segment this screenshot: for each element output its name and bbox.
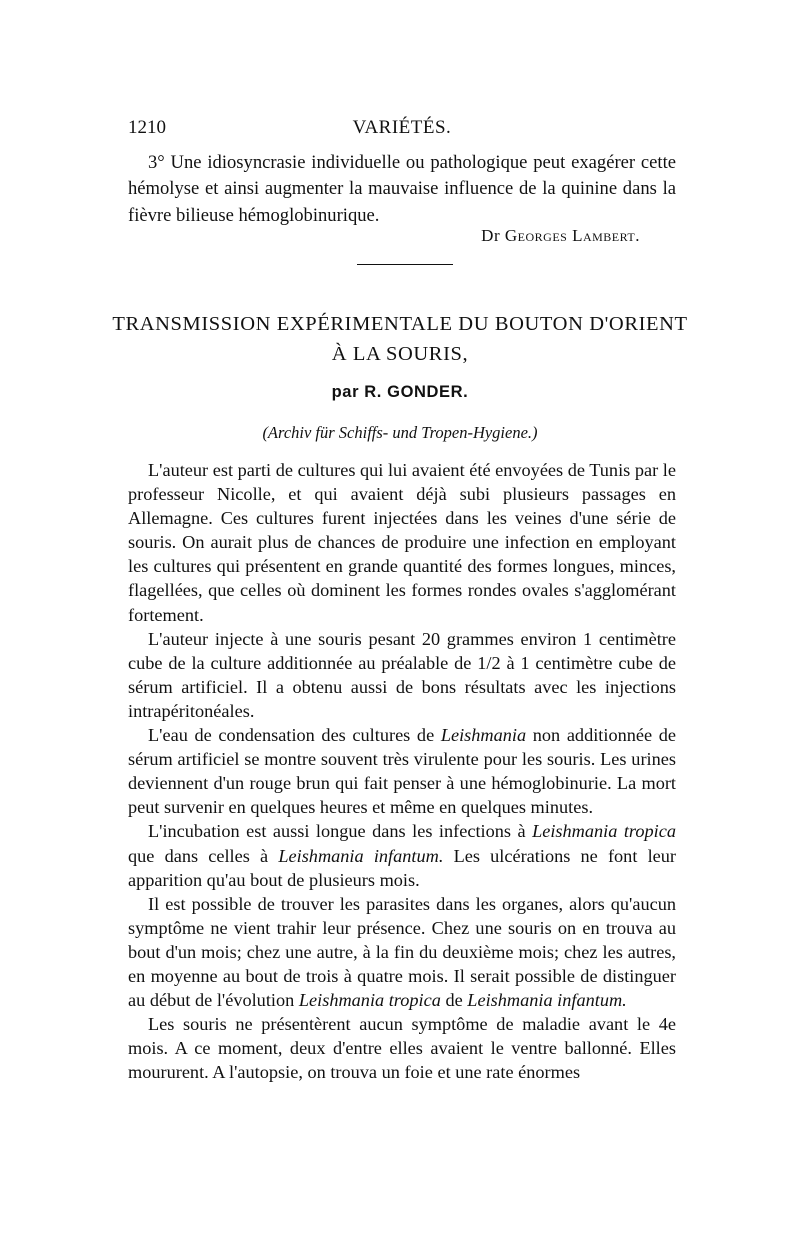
italic-term: Leishmania infantum. <box>467 990 627 1011</box>
text-run: Il est possible de trouver les parasites dans les organes, alors qu'aucun symptôme ne vient trahir leur présence. Chez une souris on en trouva au bout d'un mois; chez une autre, à la fin du deuxième mois; chez les autres, en moyenne au bout de trois à quatre mois. Il serait possible de distinguer au début de l'évolution <box>128 893 676 1011</box>
article-author: par R. GONDER. <box>331 383 469 401</box>
italic-term: Leishmania infantum. <box>278 845 444 866</box>
section-title: VARIÉTÉS. <box>352 117 452 138</box>
article-title-line-1: TRANSMISSION EXPÉRIMENTALE DU BOUTON D'ORIENT <box>112 313 688 335</box>
article-body <box>128 458 676 1084</box>
article-source: (Archiv für Schiffs- und Tropen-Hygiene.) <box>262 423 538 442</box>
page-number: 1210 <box>128 117 166 138</box>
body-paragraph <box>128 1012 676 1084</box>
previous-article-ending <box>128 150 676 229</box>
text-run: L'auteur est parti de cultures qui lui avaient été envoyées de Tunis par le professeur Nicolle, et qui avaient déjà subi plusieurs passages en Allemagne. Ces cultures furent injectées dans les veines d'une série de souris. On aurait plus de chances de produire une infection en employant les cultures qui présentent en grande quantité des formes longues, minces, flagellées, que celles où dominent les formes rondes ovales s'agglomérant fortement. <box>128 460 676 625</box>
body-paragraph <box>128 627 676 723</box>
previous-article-paragraph: 3° Une idiosyncrasie individuelle ou pathologique peut exagérer cette hémolyse et ainsi augmenter la mauvaise influence de la quinine dans la fièvre bilieuse hémoglobinurique. <box>128 152 676 226</box>
signature <box>481 226 640 246</box>
italic-term: Leishmania tropica <box>298 990 441 1011</box>
text-run: L'auteur injecte à une souris pesant 20 grammes environ 1 centimètre cube de la culture additionnée au préalable de 1/2 à 1 centimètre cube de sérum artificiel. Il a obtenu aussi de bons résultats avec les injections intrapéritonéales. <box>128 628 676 721</box>
signature-name: Georges Lambert. <box>504 226 640 245</box>
italic-term: Leishmania tropica <box>532 821 676 842</box>
section-divider <box>357 264 453 265</box>
body-paragraph <box>128 892 676 1012</box>
article-title-line-2: À LA SOURIS, <box>331 343 469 365</box>
text-run: L'eau de condensation des cultures de <box>148 725 441 746</box>
body-paragraph <box>128 458 676 627</box>
signature-prefix: Dr <box>481 226 501 245</box>
body-paragraph <box>128 819 676 891</box>
text-run: non additionnée de sérum artificiel se montre souvent très virulente pour les souris. Les urines deviennent d'un rouge brun qui fait penser à une hémoglobinurie. La mort peut survenir en quelques heures et même en quelques minutes. <box>128 725 676 818</box>
body-paragraph <box>128 723 676 819</box>
text-run: que dans celles à <box>128 845 279 866</box>
running-header <box>128 117 676 147</box>
text-run: L'incubation est aussi longue dans les infections à <box>148 821 533 842</box>
italic-term: Leishmania <box>440 725 527 746</box>
text-run: Les ulcérations ne font leur apparition qu'au bout de plusieurs mois. <box>128 845 676 890</box>
text-run: Les souris ne présentèrent aucun symptôme de maladie avant le 4e mois. A ce moment, deux d'entre elles avaient le ventre ballonné. Elles moururent. A l'autopsie, on trouva un foie et une rate énormes <box>128 1014 676 1083</box>
text-run: de <box>440 990 468 1011</box>
